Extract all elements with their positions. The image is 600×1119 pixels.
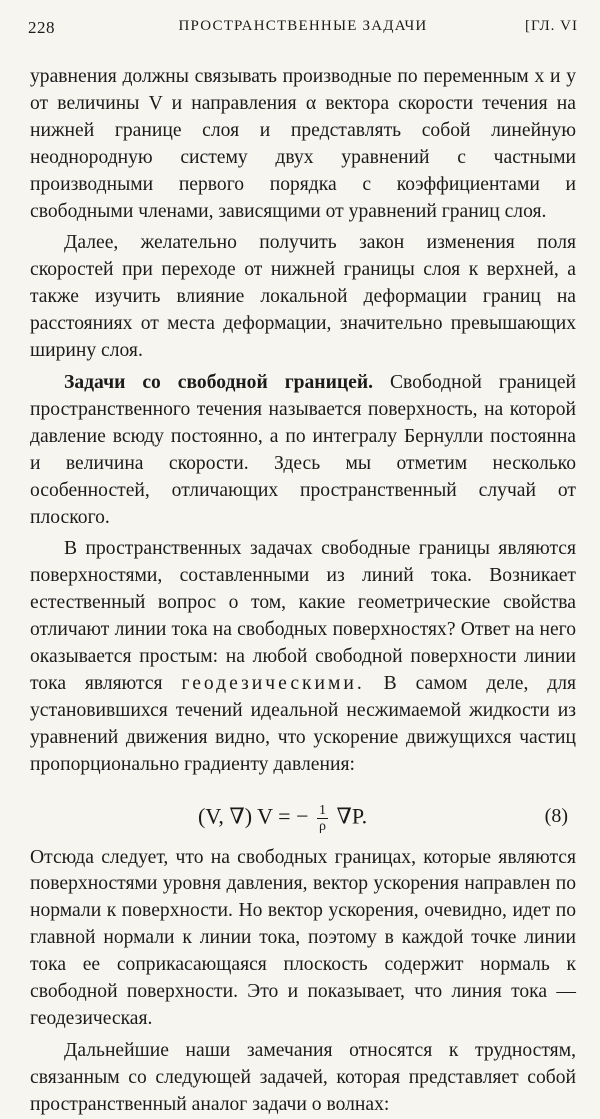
page-body bbox=[30, 64, 576, 1119]
paragraph-free-boundary bbox=[30, 370, 576, 531]
running-title: ПРОСТРАНСТВЕННЫЕ ЗАДАЧИ bbox=[178, 18, 428, 34]
section-runin-heading: Задачи со свободной границей. bbox=[64, 371, 374, 393]
page-number: 228 bbox=[28, 18, 55, 37]
page-header bbox=[28, 18, 578, 46]
paragraph: Дальнейшие наши замечания относятся к трудностям, связанным со следующей задачей, которая представляет собой пространственный аналог задачи о волнах: bbox=[30, 1039, 576, 1115]
paragraph: Далее, желательно получить закон изменения поля скоростей при переходе от нижней границы слоя к верхней, а также изучить влияние локальной деформации границ на расстояниях от места деформации, значительно превышающих ширину слоя. bbox=[30, 232, 576, 362]
fraction-denominator: ρ bbox=[318, 818, 326, 834]
equation-number: (8) bbox=[544, 804, 568, 827]
paragraph: Отсюда следует, что на свободных границах, которые являются поверхностями уровня давления, вектор ускорения направлен по нормали к поверхности. Но вектор ускорения, очевидно, идет по главной нормали к линии тока, поэтому в каждой точке линии тока ее соприкасающаяся плоскость содержит нормаль к свободной поверхности. Это и показывает, что линия тока — геодезическая. bbox=[30, 846, 576, 1029]
spaced-emphasis: геодезическими. bbox=[181, 672, 365, 694]
paragraph-text: В пространственных задачах свободные границы являются поверхностями, составленными из линий тока. Возникает естественный вопрос о том, какие геометрические свойства отличают линии тока на свободных поверхностях? Ответ на него оказывается простым: на любой свободной поверхности линии тока являются bbox=[30, 538, 576, 694]
paragraph-text: В самом деле, для установившихся течений идеальной несжимаемой жидкости из уравнений движения видно, что ускорение движущихся частиц пропорционально градиенту давления: bbox=[30, 672, 576, 775]
formula-expression bbox=[198, 803, 367, 834]
fraction-numerator: 1 bbox=[318, 802, 326, 818]
formula-lhs: (V, ∇) V = − bbox=[198, 803, 309, 829]
chapter-label: [ГЛ. VI bbox=[524, 18, 578, 34]
formula-fraction bbox=[317, 803, 328, 834]
formula-rhs: ∇P. bbox=[336, 803, 368, 829]
paragraph-text: Свободной границей пространственного течения называется поверхность, на которой давление всюду постоянно, а по интегралу Бернулли постоянна и величина скорости. Здесь мы отметим несколько особенностей, отличающих пространственный случай от плоского. bbox=[30, 371, 577, 528]
paragraph-continuation: уравнения должны связывать производные по переменным x и y от величины V и направления α вектора скорости течения на нижней границе слоя и представлять собой линейную неоднородную систему двух уравнений с частными производными первого порядка с коэффициентами и свободными членами, зависящими от уравнений границ слоя. bbox=[30, 66, 576, 222]
paragraph-streamlines bbox=[30, 536, 576, 778]
display-formula bbox=[30, 787, 576, 845]
